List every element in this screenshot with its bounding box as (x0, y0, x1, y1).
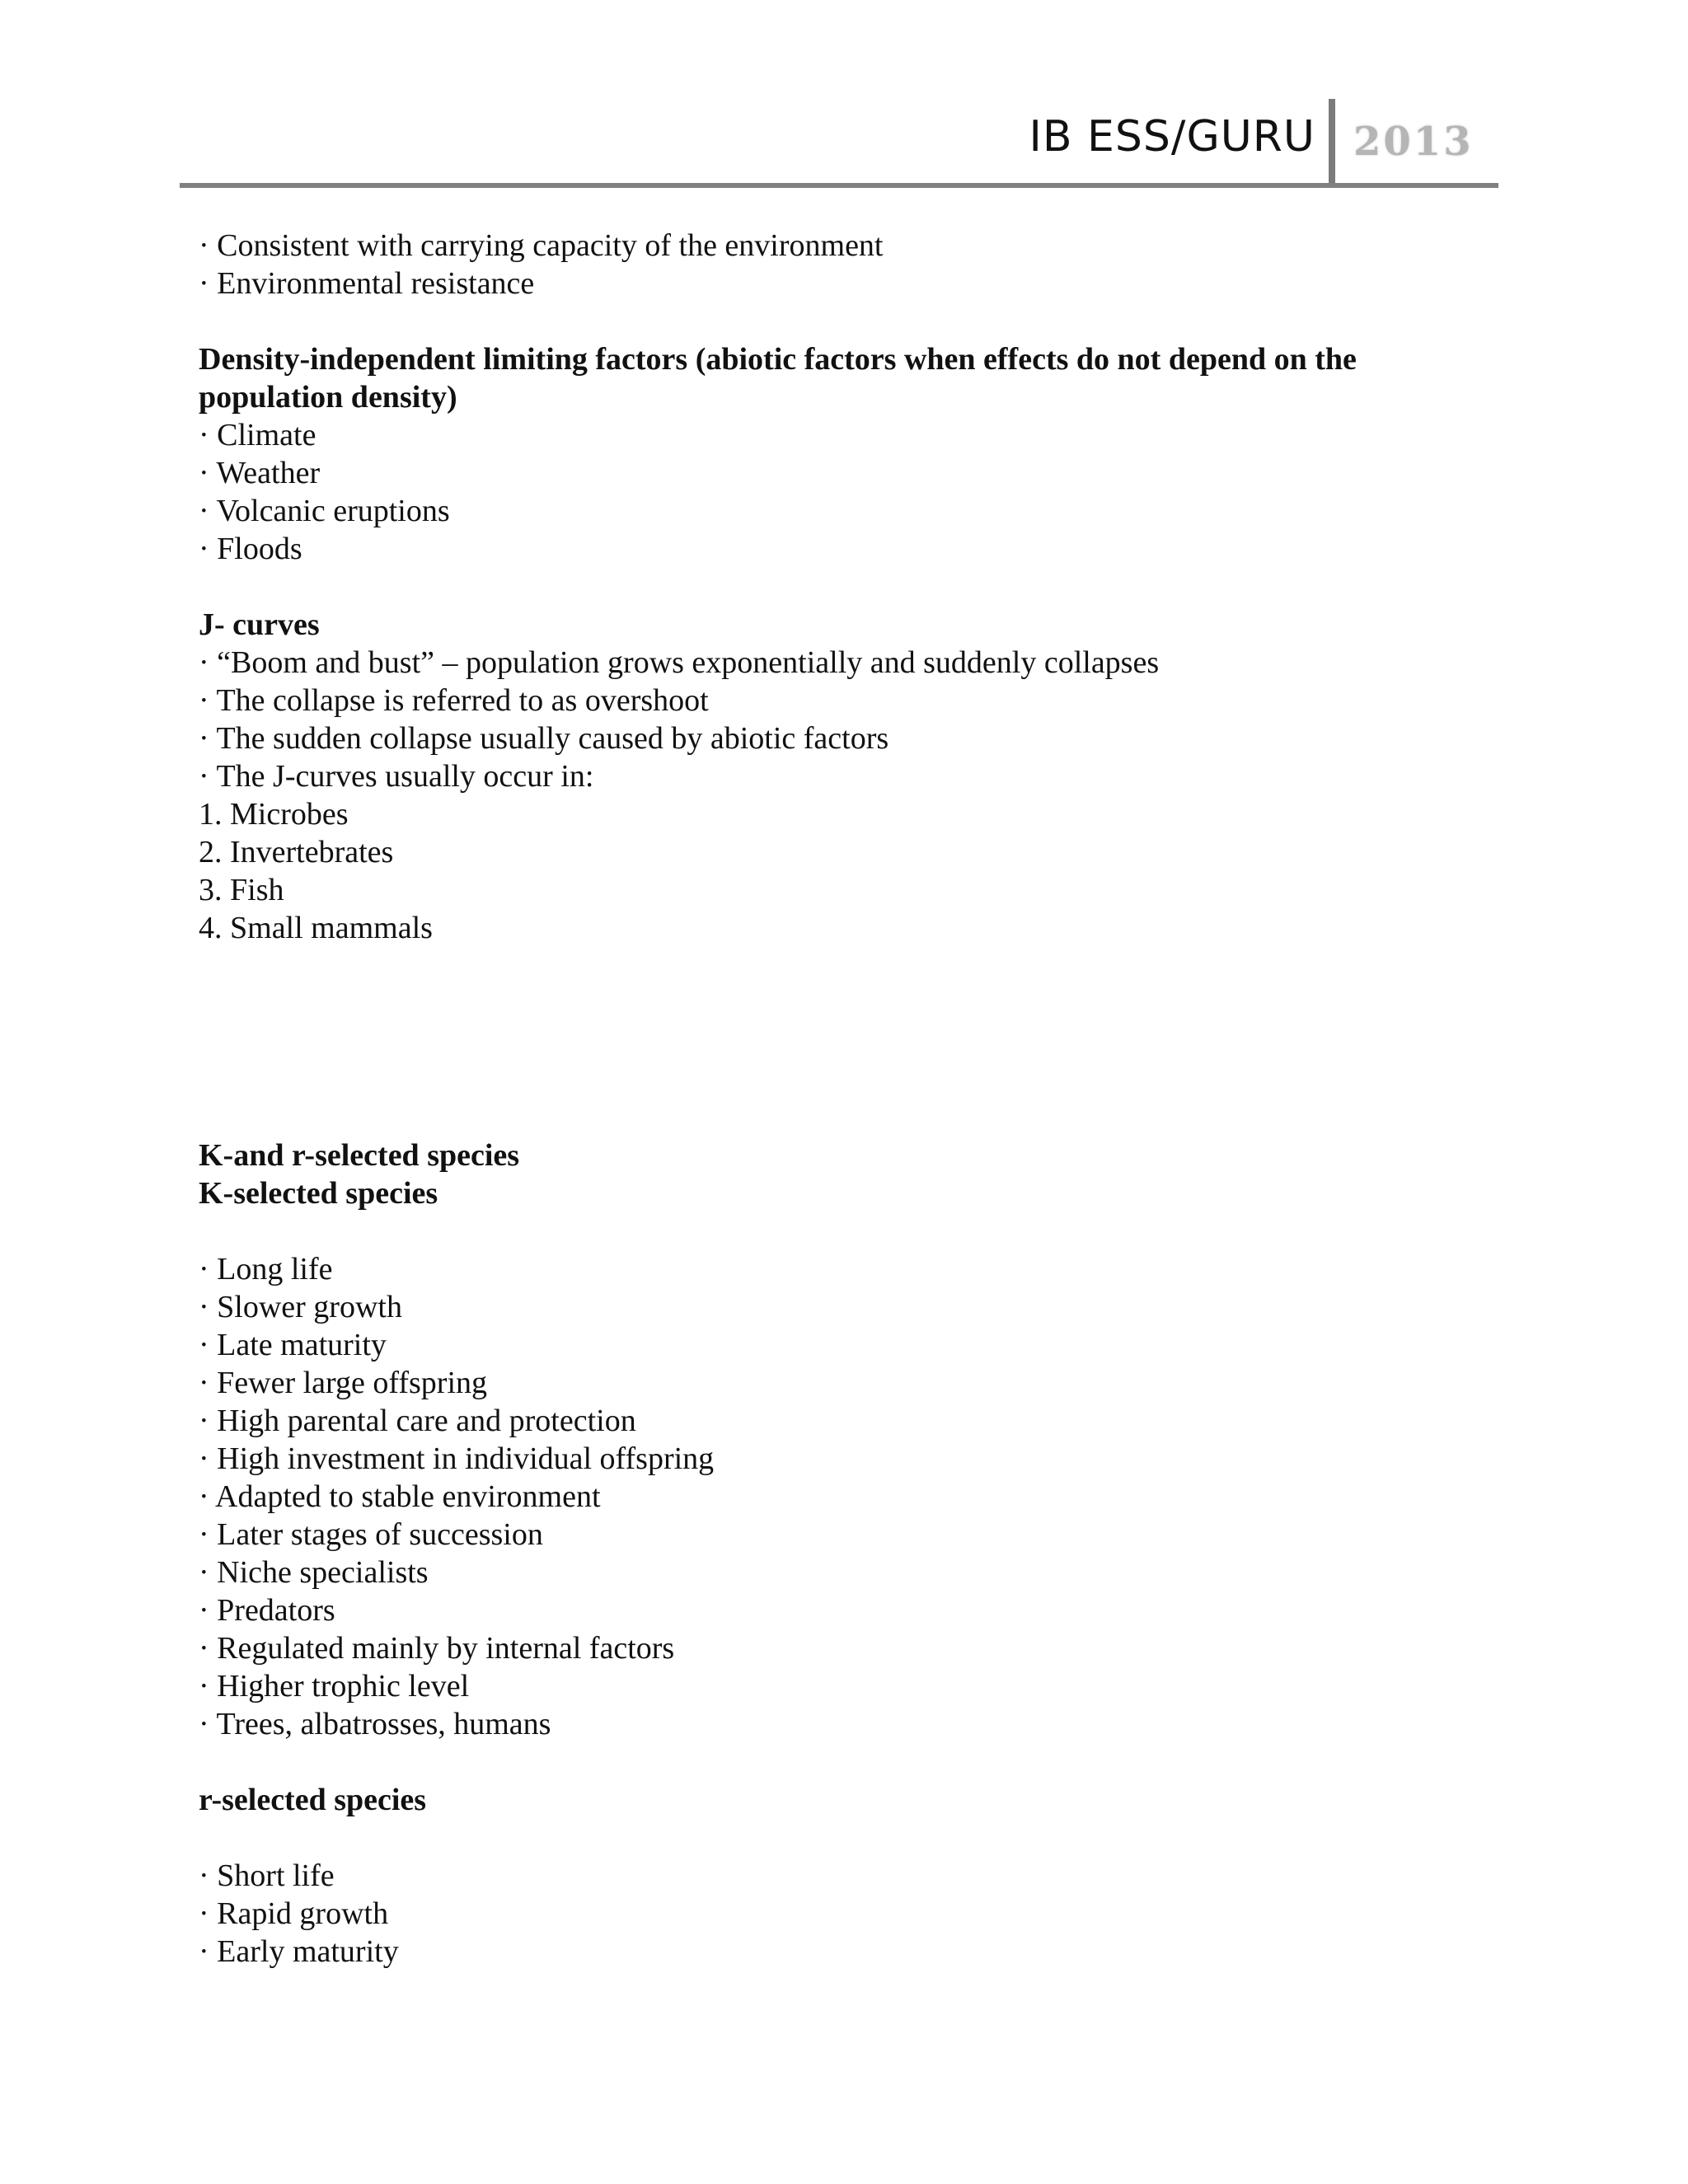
list-item: · Trees, albatrosses, humans (199, 1707, 551, 1741)
numbered-item: 3. Fish (199, 873, 284, 907)
list-item: · Early maturity (199, 1934, 399, 1969)
list-item: · Higher trophic level (199, 1669, 470, 1704)
list-item: · High investment in individual offspring (199, 1441, 715, 1476)
header-divider (1329, 99, 1335, 183)
header-title: IB ESS/GURU (1029, 112, 1315, 162)
section-heading-density-independent: Density-independent limiting factors (abiotic factors when effects do not depend on the (199, 342, 1357, 377)
list-item: · Adapted to stable environment (199, 1479, 601, 1514)
list-item: · Niche specialists (199, 1555, 429, 1590)
list-item: · Predators (199, 1593, 335, 1628)
list-item: · Short life (199, 1858, 335, 1893)
list-item: · Later stages of succession (199, 1517, 543, 1552)
header-year: 2013 (1353, 119, 1474, 165)
header-rule (180, 183, 1498, 188)
list-item: · Floods (199, 532, 302, 566)
list-item: · Rapid growth (199, 1896, 389, 1931)
subheading-r-selected: r-selected species (199, 1783, 427, 1817)
list-item: · The J-curves usually occur in: (199, 759, 594, 794)
list-item: · Late maturity (199, 1328, 387, 1362)
list-item: · “Boom and bust” – population grows exponentially and suddenly collapses (199, 645, 1160, 680)
list-item: · Fewer large offspring (199, 1366, 487, 1400)
numbered-item: 2. Invertebrates (199, 835, 394, 869)
list-item: · Long life (199, 1252, 333, 1286)
list-item: · Climate (199, 418, 316, 452)
numbered-item: 1. Microbes (199, 797, 349, 832)
list-item: · Volcanic eruptions (199, 494, 450, 528)
list-item: · Weather (199, 456, 321, 490)
list-item: · The collapse is referred to as overshoot (199, 683, 709, 718)
list-item: · Consistent with carrying capacity of the environment (199, 228, 884, 263)
section-heading-density-independent-cont: population density) (199, 380, 457, 415)
list-item: · Regulated mainly by internal factors (199, 1631, 675, 1666)
list-item: · Slower growth (199, 1290, 402, 1324)
section-heading-k-and-r: K-and r-selected species (199, 1138, 520, 1173)
list-item: · The sudden collapse usually caused by abiotic factors (199, 721, 889, 756)
section-heading-j-curves: J- curves (199, 607, 320, 642)
numbered-item: 4. Small mammals (199, 911, 433, 945)
list-item: · Environmental resistance (199, 266, 535, 301)
list-item: · High parental care and protection (199, 1404, 636, 1438)
subheading-k-selected: K-selected species (199, 1176, 438, 1211)
